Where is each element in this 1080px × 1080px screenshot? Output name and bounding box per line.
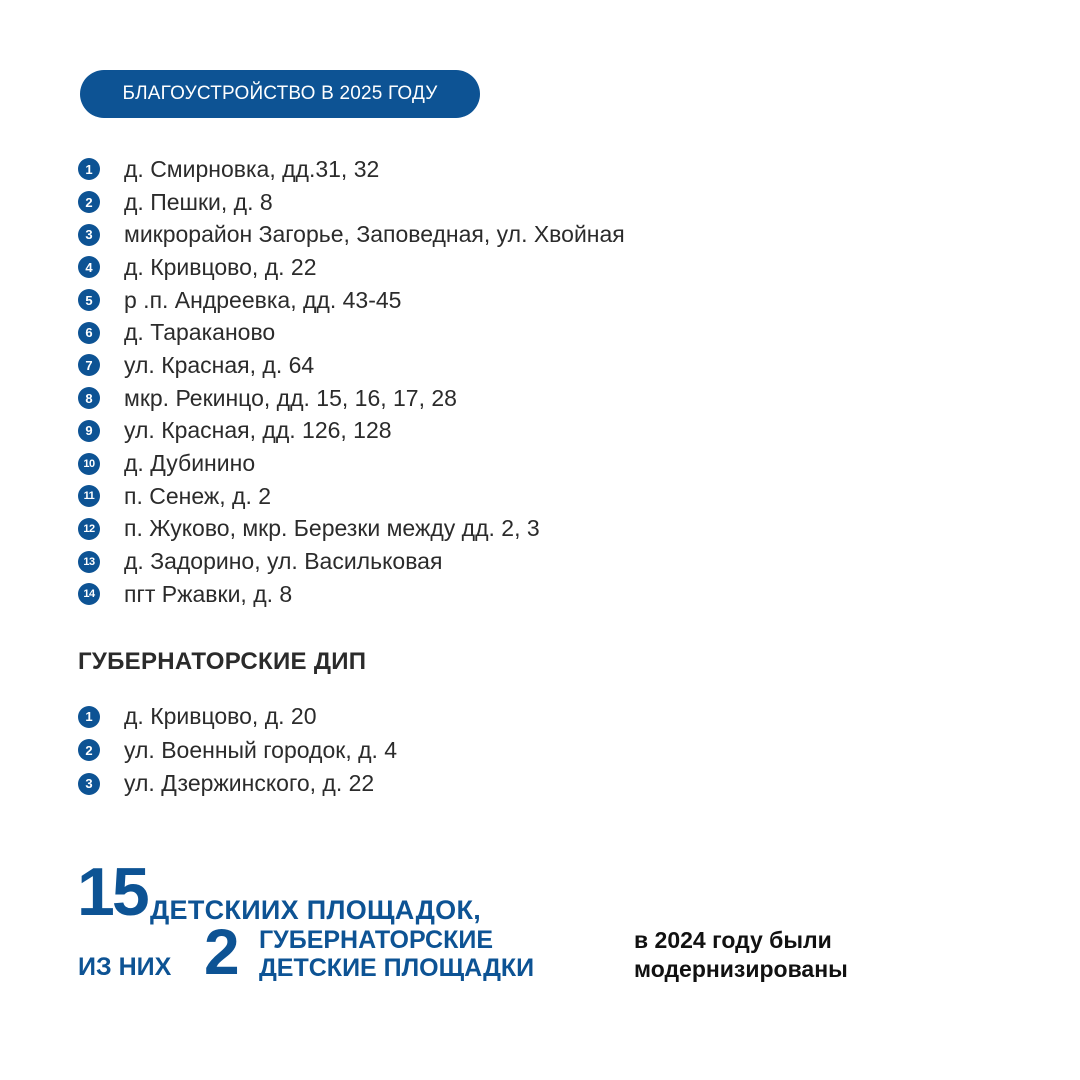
list-item-text: микрорайон Загорье, Заповедная, ул. Хвойная [124,221,625,248]
number-badge-icon: 5 [78,289,100,311]
number-badge-icon: 12 [78,518,100,540]
stat-governor-label [259,926,534,982]
list-item [78,545,625,578]
list-item-text: д. Задорино, ул. Васильковая [124,548,443,575]
list-item [78,480,625,513]
list-item [78,251,625,284]
stat-governor-line-1: ГУБЕРНАТОРСКИЕ [259,926,494,954]
list-item-text: ул. Военный городок, д. 4 [124,736,398,763]
list-item-text: пгт Ржавки, д. 8 [124,580,293,607]
list-item-text: п. Жуково, мкр. Березки между дд. 2, 3 [124,515,540,542]
number-badge-icon: 2 [78,739,100,761]
list-item [78,218,625,251]
list-dip [78,700,397,801]
list-item-text: ул. Красная, д. 64 [124,351,315,378]
list-item [78,186,625,219]
number-badge-icon: 13 [78,551,100,573]
list-item [78,415,625,448]
number-badge-icon: 1 [78,158,100,180]
list-item [78,447,625,480]
stat-line-1: ДЕТСКИИХ ПЛОЩАДОК, [150,895,482,925]
list-item [78,767,397,801]
number-badge-icon: 3 [78,224,100,246]
number-badge-icon: 1 [78,706,100,728]
number-badge-icon: 4 [78,256,100,278]
list-item-text: д. Смирновка, дд.31, 32 [124,155,380,182]
number-badge-icon: 11 [78,485,100,507]
stat-small-number: 2 [204,916,240,988]
stat-governor-line-2: ДЕТСКИЕ ПЛОЩАДКИ [259,954,535,982]
number-badge-icon: 3 [78,773,100,795]
stat-note [634,926,848,984]
list-item [78,382,625,415]
list-item [78,153,625,186]
stat-note-line-2: модернизированы [634,956,848,982]
list-item [78,284,625,317]
list-item-text: д. Тараканово [124,319,276,346]
list-item [78,578,625,611]
list-item-text: ул. Красная, дд. 126, 128 [124,417,392,444]
number-badge-icon: 14 [78,583,100,605]
list-item-text: ул. Дзержинского, д. 22 [124,770,375,797]
list-item-text: д. Кривцово, д. 22 [124,253,317,280]
list-2025 [78,153,625,611]
list-item-text: д. Кривцово, д. 20 [124,703,317,730]
list-item-text: д. Пешки, д. 8 [124,188,273,215]
number-badge-icon: 8 [78,387,100,409]
list-item [78,349,625,382]
stat-prefix: ИЗ НИХ [78,953,172,981]
number-badge-icon: 2 [78,191,100,213]
list-item-text: р .п. Андреевка, дд. 43-45 [124,286,402,313]
list-item-text: п. Сенеж, д. 2 [124,482,272,509]
stat-note-line-1: в 2024 году были [634,927,832,953]
number-badge-icon: 7 [78,354,100,376]
list-item [78,513,625,546]
section-heading-dip: ГУБЕРНАТОРСКИЕ ДИП [78,648,367,675]
list-item-text: д. Дубинино [124,450,256,477]
section-title-pill [80,70,480,118]
stat-big-number: 15 [77,854,147,930]
list-item [78,734,397,768]
list-item-text: мкр. Рекинцо, дд. 15, 16, 17, 28 [124,384,457,411]
list-item [78,700,397,734]
section-title-label: БЛАГОУСТРОЙСТВО В 2025 ГОДУ [122,83,438,104]
number-badge-icon: 6 [78,322,100,344]
list-item [78,316,625,349]
number-badge-icon: 10 [78,453,100,475]
number-badge-icon: 9 [78,420,100,442]
